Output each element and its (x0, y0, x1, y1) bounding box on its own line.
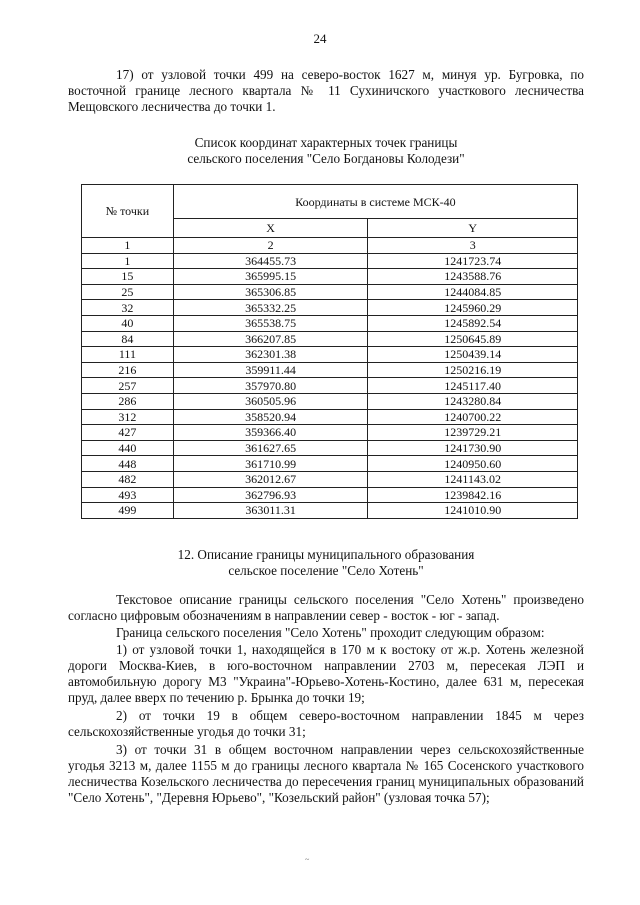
table-row (82, 503, 578, 519)
cell-x: 360505.96 (173, 393, 368, 409)
cell-y: 1245117.40 (368, 378, 578, 394)
cell-x: 359366.40 (173, 425, 368, 441)
table-title-line1: Список координат характерных точек границы (194, 135, 458, 150)
cell-y: 1240950.60 (368, 456, 578, 472)
table-row (82, 393, 578, 409)
col-group-header: Координаты в системе МСК-40 (173, 185, 577, 219)
section-heading-line1: 12. Описание границы муниципального образования (177, 547, 475, 562)
table-row (82, 440, 578, 456)
cell-y: 1250645.89 (368, 331, 578, 347)
cell-y: 1243280.84 (368, 393, 578, 409)
index-cell: 3 (368, 238, 578, 254)
cell-point: 40 (82, 315, 174, 331)
cell-x: 365538.75 (173, 315, 368, 331)
index-cell: 1 (82, 238, 174, 254)
cell-point: 1 (82, 253, 174, 269)
cell-point: 111 (82, 347, 174, 363)
boundary-item-3: 3) от точки 31 в общем восточном направлении через сельскохозяйственные угодья 3213 м, далее 1155 м до границы лесного квартала № 165 Сосенского участкового лесничества Козельского лесничества до пересечения границ муниципальных образований "Село Хотень", "Деревня Юрьево", "Козельский район" (узловая точка 57); (68, 742, 584, 805)
table-row (82, 456, 578, 472)
boundary-item-1: 1) от узловой точки 1, находящейся в 170 м к востоку от ж.р. Хотень железной дороги Москва-Киев, в юго-восточном направлении 2703 м, пересекая ЛЭП и автомобильную дорогу М3 "Украина"-Юрьево-Хотень-Костино, далее 631 м, пересекая пруд, далее вверх по течению р. Брынка до точки 19; (68, 642, 584, 705)
cell-y: 1239842.16 (368, 487, 578, 503)
table-row (82, 347, 578, 363)
table-row (82, 409, 578, 425)
cell-y: 1241010.90 (368, 503, 578, 519)
cell-point: 257 (82, 378, 174, 394)
cell-x: 365306.85 (173, 284, 368, 300)
cell-x: 365995.15 (173, 269, 368, 285)
intro-paragraph: 17) от узловой точки 499 на северо-восток 1627 м, минуя ур. Бугровка, по восточной границе лесного квартала № 11 Сухиничского участкового лесничества Мещовского лесничества до точки 1. (68, 67, 584, 114)
table-row (82, 284, 578, 300)
cell-x: 365332.25 (173, 300, 368, 316)
cell-y: 1243588.76 (368, 269, 578, 285)
cell-y: 1239729.21 (368, 425, 578, 441)
cell-point: 427 (82, 425, 174, 441)
col-y-header: Y (368, 219, 578, 238)
index-row (82, 238, 578, 254)
cell-point: 216 (82, 362, 174, 378)
index-cell: 2 (173, 238, 368, 254)
cell-point: 15 (82, 269, 174, 285)
cell-y: 1241730.90 (368, 440, 578, 456)
col-x-header: X (173, 219, 368, 238)
coordinates-body (82, 253, 578, 518)
page-number: 24 (313, 31, 327, 46)
cell-y: 1241723.74 (368, 253, 578, 269)
table-row (82, 331, 578, 347)
cell-point: 312 (82, 409, 174, 425)
cell-x: 362301.38 (173, 347, 368, 363)
cell-y: 1241143.02 (368, 471, 578, 487)
cell-point: 493 (82, 487, 174, 503)
cell-x: 363011.31 (173, 503, 368, 519)
cell-y: 1250216.19 (368, 362, 578, 378)
text-description: Текстовое описание границы сельского поселения "Село Хотень" произведено согласно цифровым обозначениям в направлении север - восток - юг - запад. (68, 592, 584, 623)
cell-y: 1245892.54 (368, 315, 578, 331)
table-row (82, 269, 578, 285)
table-row (82, 253, 578, 269)
cell-point: 32 (82, 300, 174, 316)
table-row (82, 362, 578, 378)
cell-point: 482 (82, 471, 174, 487)
table-row (82, 315, 578, 331)
scan-mark: ~ (305, 855, 310, 864)
col-point-header: № точки (82, 185, 174, 238)
table-title-line2: сельского поселения "Село Богдановы Колодези" (187, 151, 465, 166)
cell-y: 1240700.22 (368, 409, 578, 425)
cell-point: 286 (82, 393, 174, 409)
table-row (82, 378, 578, 394)
cell-point: 448 (82, 456, 174, 472)
cell-point: 499 (82, 503, 174, 519)
cell-x: 361627.65 (173, 440, 368, 456)
table-row (82, 425, 578, 441)
cell-y: 1250439.14 (368, 347, 578, 363)
cell-y: 1245960.29 (368, 300, 578, 316)
table-row (82, 471, 578, 487)
cell-y: 1244084.85 (368, 284, 578, 300)
cell-point: 440 (82, 440, 174, 456)
cell-x: 366207.85 (173, 331, 368, 347)
boundary-item-2: 2) от точки 19 в общем северо-восточном направлении 1845 м через сельскохозяйственные угодья до точки 31; (68, 708, 584, 739)
cell-x: 362796.93 (173, 487, 368, 503)
cell-x: 364455.73 (173, 253, 368, 269)
table-row (82, 300, 578, 316)
boundary-intro: Граница сельского поселения "Село Хотень" проходит следующим образом: (116, 625, 545, 640)
cell-x: 359911.44 (173, 362, 368, 378)
cell-x: 362012.67 (173, 471, 368, 487)
cell-x: 361710.99 (173, 456, 368, 472)
cell-x: 357970.80 (173, 378, 368, 394)
table-row (82, 487, 578, 503)
cell-point: 25 (82, 284, 174, 300)
cell-point: 84 (82, 331, 174, 347)
section-heading-line2: сельское поселение "Село Хотень" (228, 563, 424, 578)
cell-x: 358520.94 (173, 409, 368, 425)
coordinates-table (81, 184, 578, 519)
